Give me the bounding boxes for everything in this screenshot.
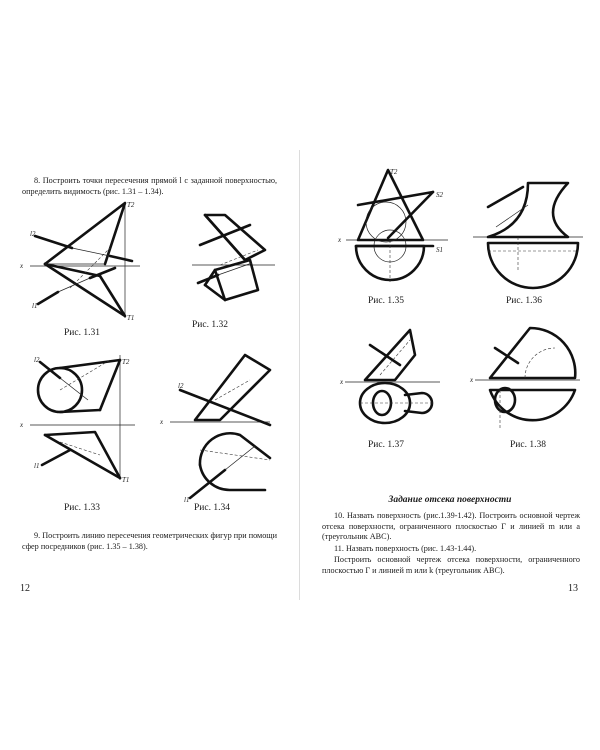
caption-1-36: Рис. 1.36 bbox=[506, 296, 542, 306]
left-page bbox=[0, 150, 300, 600]
l2-label: l2 bbox=[34, 356, 40, 364]
caption-1-31: Рис. 1.31 bbox=[64, 328, 100, 338]
caption-1-33: Рис. 1.33 bbox=[64, 503, 100, 513]
task-11-text: Построить основной чертеж отсека поверхности, ограниченного плоскостью Г и линией m или k (треугольник ABC). bbox=[322, 555, 580, 575]
t1-label: T1 bbox=[122, 476, 130, 484]
t2-label: T2 bbox=[122, 358, 130, 366]
figure-1-36-drawing bbox=[468, 175, 588, 290]
task-11-title: 11. Назвать поверхность (рис. 1.43-1.44). bbox=[334, 544, 477, 553]
s2-label: S2 bbox=[436, 191, 443, 199]
l1-label: l1 bbox=[32, 302, 38, 310]
l1-label: l1 bbox=[34, 462, 40, 470]
caption-1-32: Рис. 1.32 bbox=[192, 320, 228, 330]
x-axis-label: x bbox=[20, 262, 24, 270]
l2-label: l2 bbox=[178, 382, 184, 390]
figure-1-33-drawing bbox=[0, 350, 150, 485]
t2-label: T2 bbox=[390, 168, 398, 176]
x-axis-label: x bbox=[20, 421, 24, 429]
task-8-text: 8. Построить точки пересечения прямой l с заданной поверхностью, определить видимость (рис. 1.31 – 1.34). bbox=[22, 176, 277, 196]
figure-1-31-drawing bbox=[0, 198, 150, 328]
page-number-left: 12 bbox=[20, 583, 30, 594]
l2-label: l2 bbox=[30, 230, 36, 238]
caption-1-37: Рис. 1.37 bbox=[368, 440, 404, 450]
caption-1-34: Рис. 1.34 bbox=[194, 503, 230, 513]
right-page bbox=[300, 150, 600, 600]
t2-label: T2 bbox=[127, 201, 135, 209]
x-axis-label: x bbox=[338, 236, 342, 244]
s1-label: S1 bbox=[436, 246, 443, 254]
figure-1-37-drawing bbox=[340, 325, 450, 435]
section-heading: Задание отсека поверхности bbox=[388, 495, 512, 505]
caption-1-35: Рис. 1.35 bbox=[368, 296, 404, 306]
x-axis-label: x bbox=[470, 376, 474, 384]
caption-1-38: Рис. 1.38 bbox=[510, 440, 546, 450]
figure-1-34-drawing bbox=[160, 350, 280, 505]
l1-label: l1 bbox=[184, 496, 190, 504]
t1-label: T1 bbox=[127, 314, 135, 322]
figure-1-32-drawing bbox=[180, 205, 280, 315]
x-axis-label: x bbox=[340, 378, 344, 386]
page-number-right: 13 bbox=[568, 583, 578, 594]
task-10-text: 10. Назвать поверхность (рис.1.39-1.42). Построить основной чертеж отсека поверхности, ограниченного плоскостью Г и линией m или a (треугольник ABC). bbox=[322, 511, 580, 541]
task-9-text: 9. Построить линию пересечения геометрических фигур при помощи сфер посредников (рис. 1.35 – 1.38). bbox=[22, 531, 277, 551]
x-axis-label: x bbox=[160, 418, 164, 426]
figure-1-35-drawing bbox=[338, 160, 453, 295]
figure-1-38-drawing bbox=[470, 318, 585, 436]
